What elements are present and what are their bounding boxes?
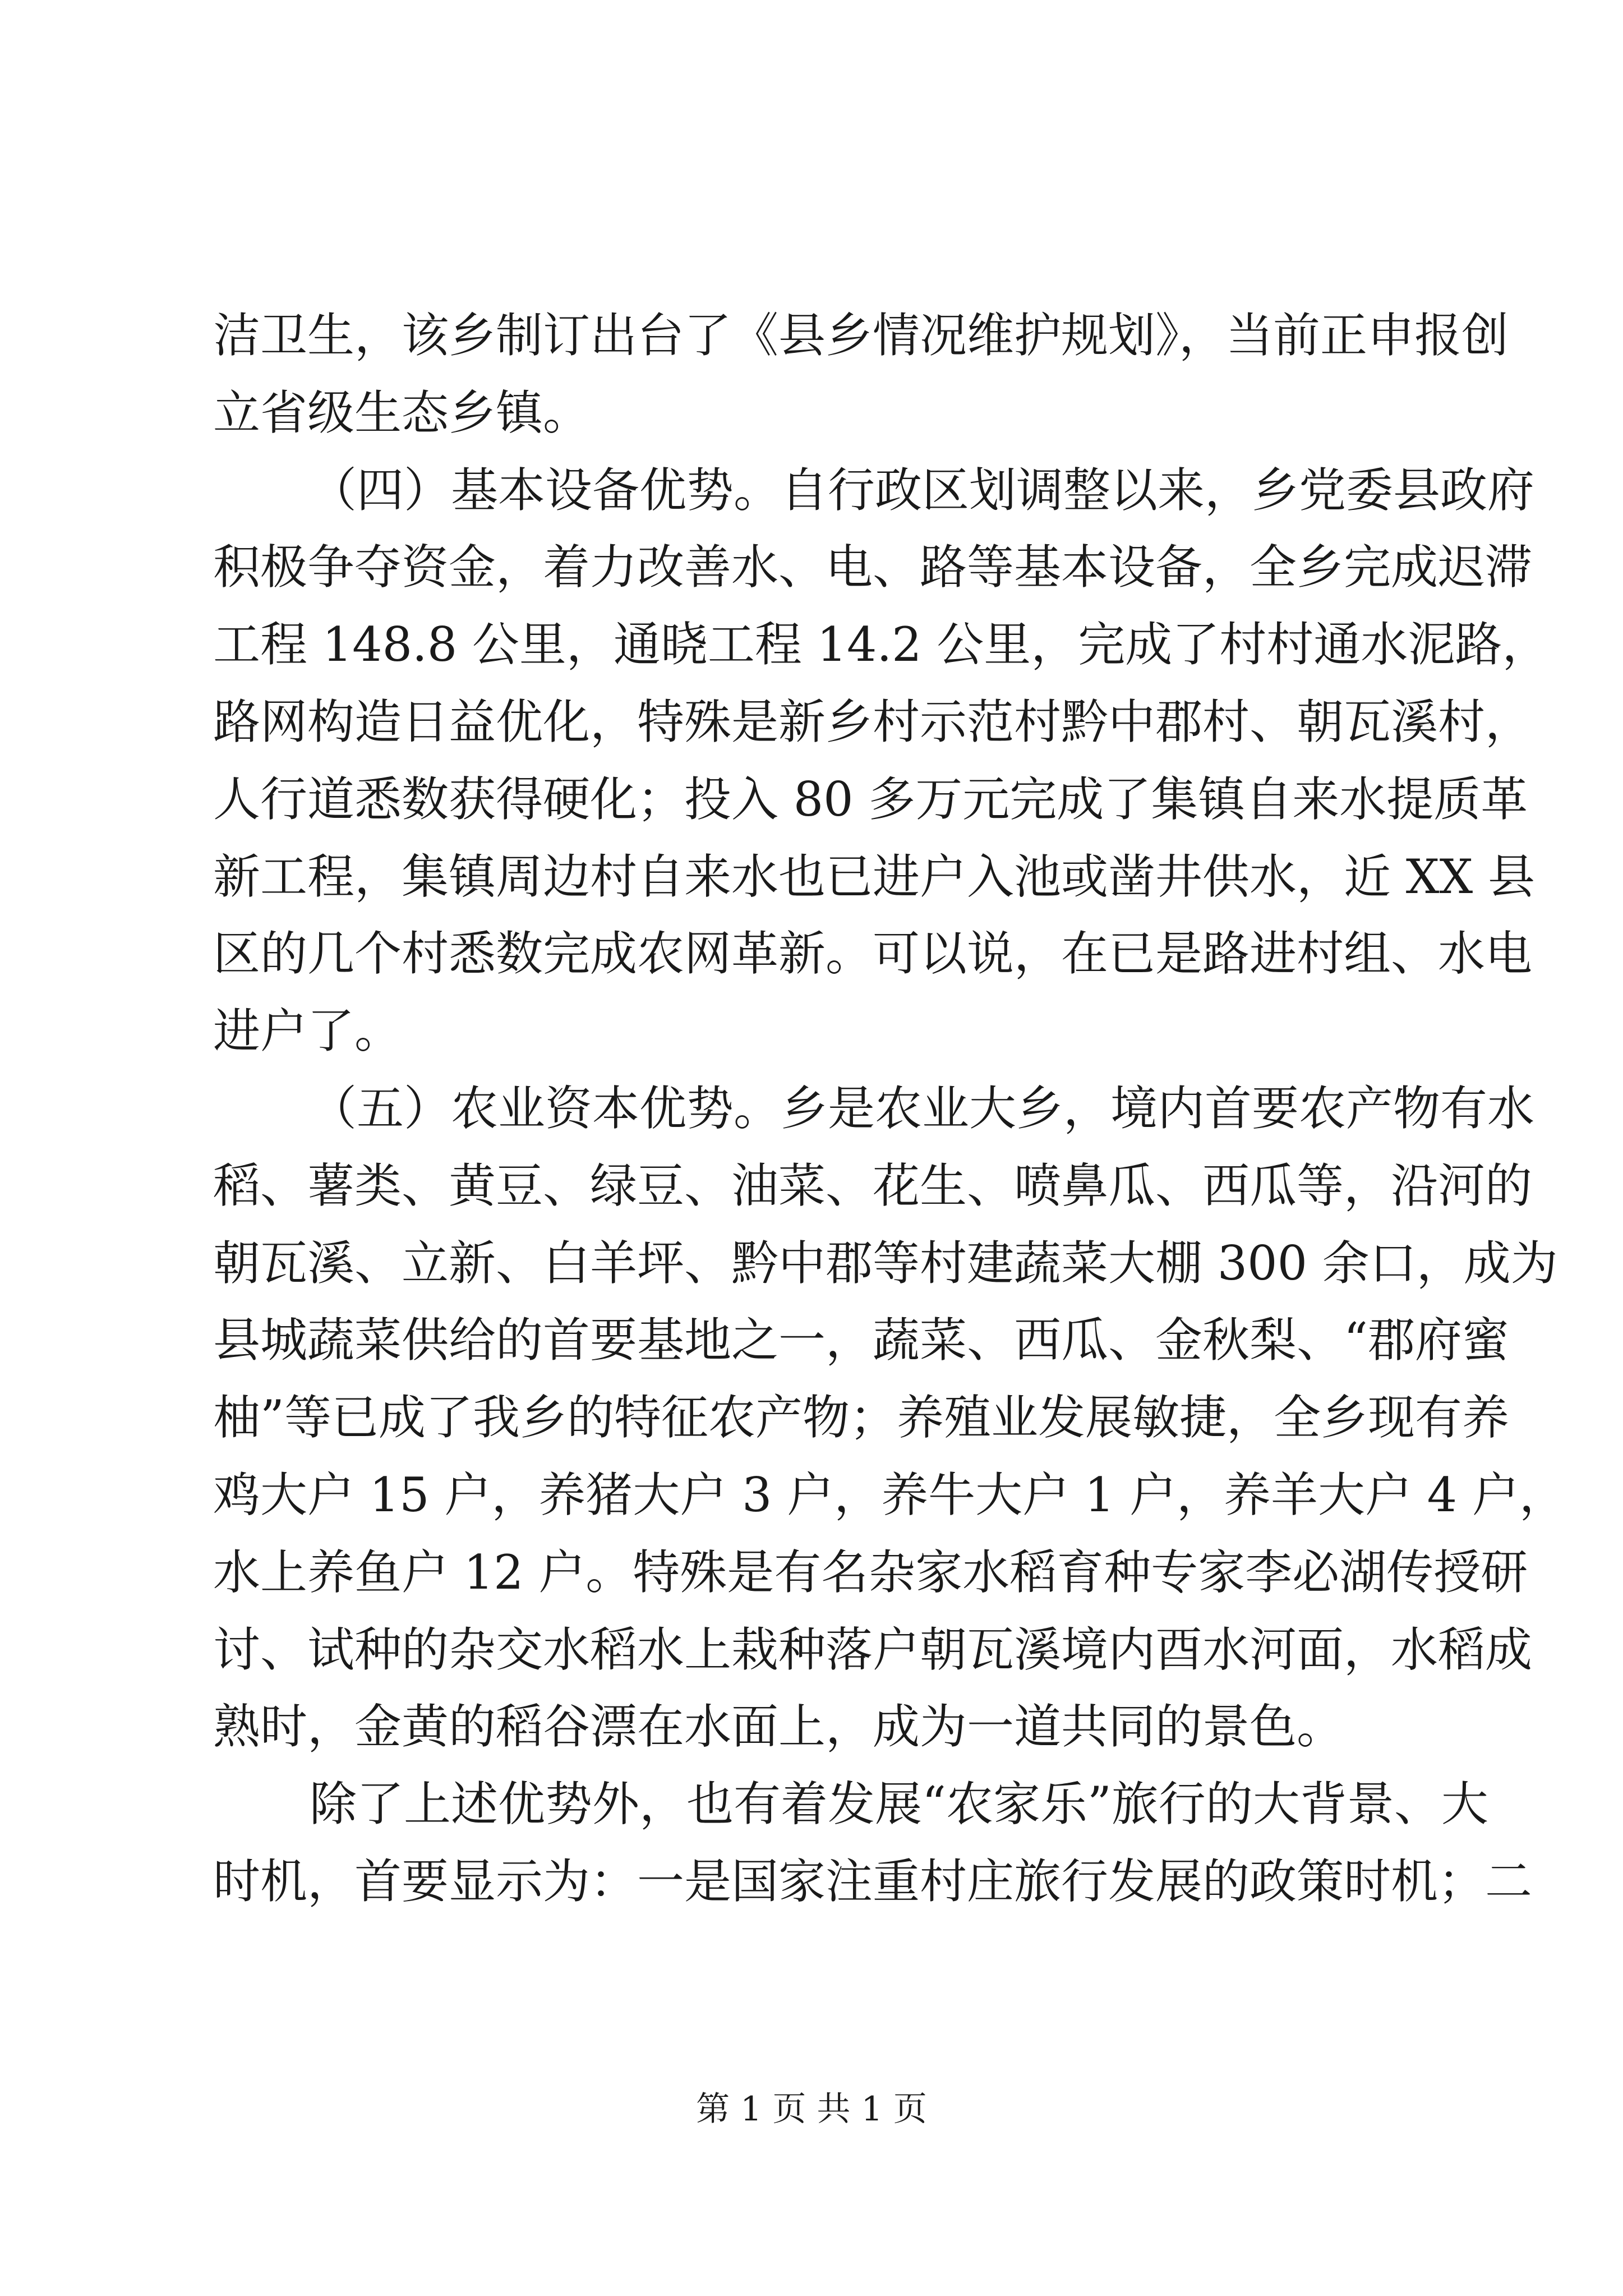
text-line: 区的几个村悉数完成农网革新。可以说，在已是路进村组、水电 [213,926,1533,982]
text-line: 路网构造日益优化，特殊是新乡村示范村黔中郡村、朝瓦溪村， [213,694,1533,749]
text-line: 新工程，集镇周边村自来水也已进户入池或凿井供水，近 XX 县 [213,849,1536,904]
text-line: 立省级生态乡镇。 [213,385,591,440]
text-line: 人行道悉数获得硬化；投入 80 多万元完成了集镇自来水提质革 [213,771,1528,827]
text-line: 讨、试种的杂交水稻水上栽种落户朝瓦溪境内酉水河面，水稻成 [213,1622,1533,1677]
text-line: 水上养鱼户 12 户。特殊是有名杂家水稻育种专家李必湖传授研 [213,1544,1528,1600]
text-line: 熟时，金黄的稻谷漂在水面上，成为一道共同的景色。 [213,1699,1344,1755]
document-body [213,297,1566,1921]
text-line: 鸡大户 15 户，养猪大户 3 户，养牛大户 1 户，养羊大户 4 户， [213,1467,1566,1522]
page-footer: 第 1 页 共 1 页 [696,2090,927,2129]
section-heading-line: （四）基本设备优势。自行政区划调整以来，乡党委县政府 [310,462,1535,518]
text-line: 进户了。 [213,1004,402,1059]
section-heading-line: （五）农业资本优势。乡是农业大乡，境内首要农产物有水 [310,1080,1535,1136]
text-line: 时机，首要显示为：一是国家注重村庄旅行发展的政策时机；二 [213,1853,1533,1909]
text-line: 朝瓦溪、立新、白羊坪、黔中郡等村建蔬菜大棚 300 余口，成为 [213,1235,1558,1291]
text-line: 积极争夺资金，着力改善水、电、路等基本设备，全乡完成迟滞 [213,540,1533,595]
text-line: 柚”等已成了我乡的特征农产物；养殖业发展敏捷，全乡现有养 [213,1390,1509,1446]
text-line: 洁卫生，该乡制订出台了《县乡情况维护规划》，当前正申报创 [213,308,1509,363]
paragraph-first-line: 除了上述优势外，也有着发展“农家乐”旅行的大背景、大 [310,1777,1488,1832]
text-line: 稻、薯类、黄豆、绿豆、油菜、花生、喷鼻瓜、西瓜等，沿河的 [213,1158,1533,1213]
text-line: 县城蔬菜供给的首要基地之一，蔬菜、西瓜、金秋梨、“郡府蜜 [213,1313,1509,1368]
text-line: 工程 148.8 公里，通晓工程 14.2 公里，完成了村村通水泥路， [213,617,1550,673]
